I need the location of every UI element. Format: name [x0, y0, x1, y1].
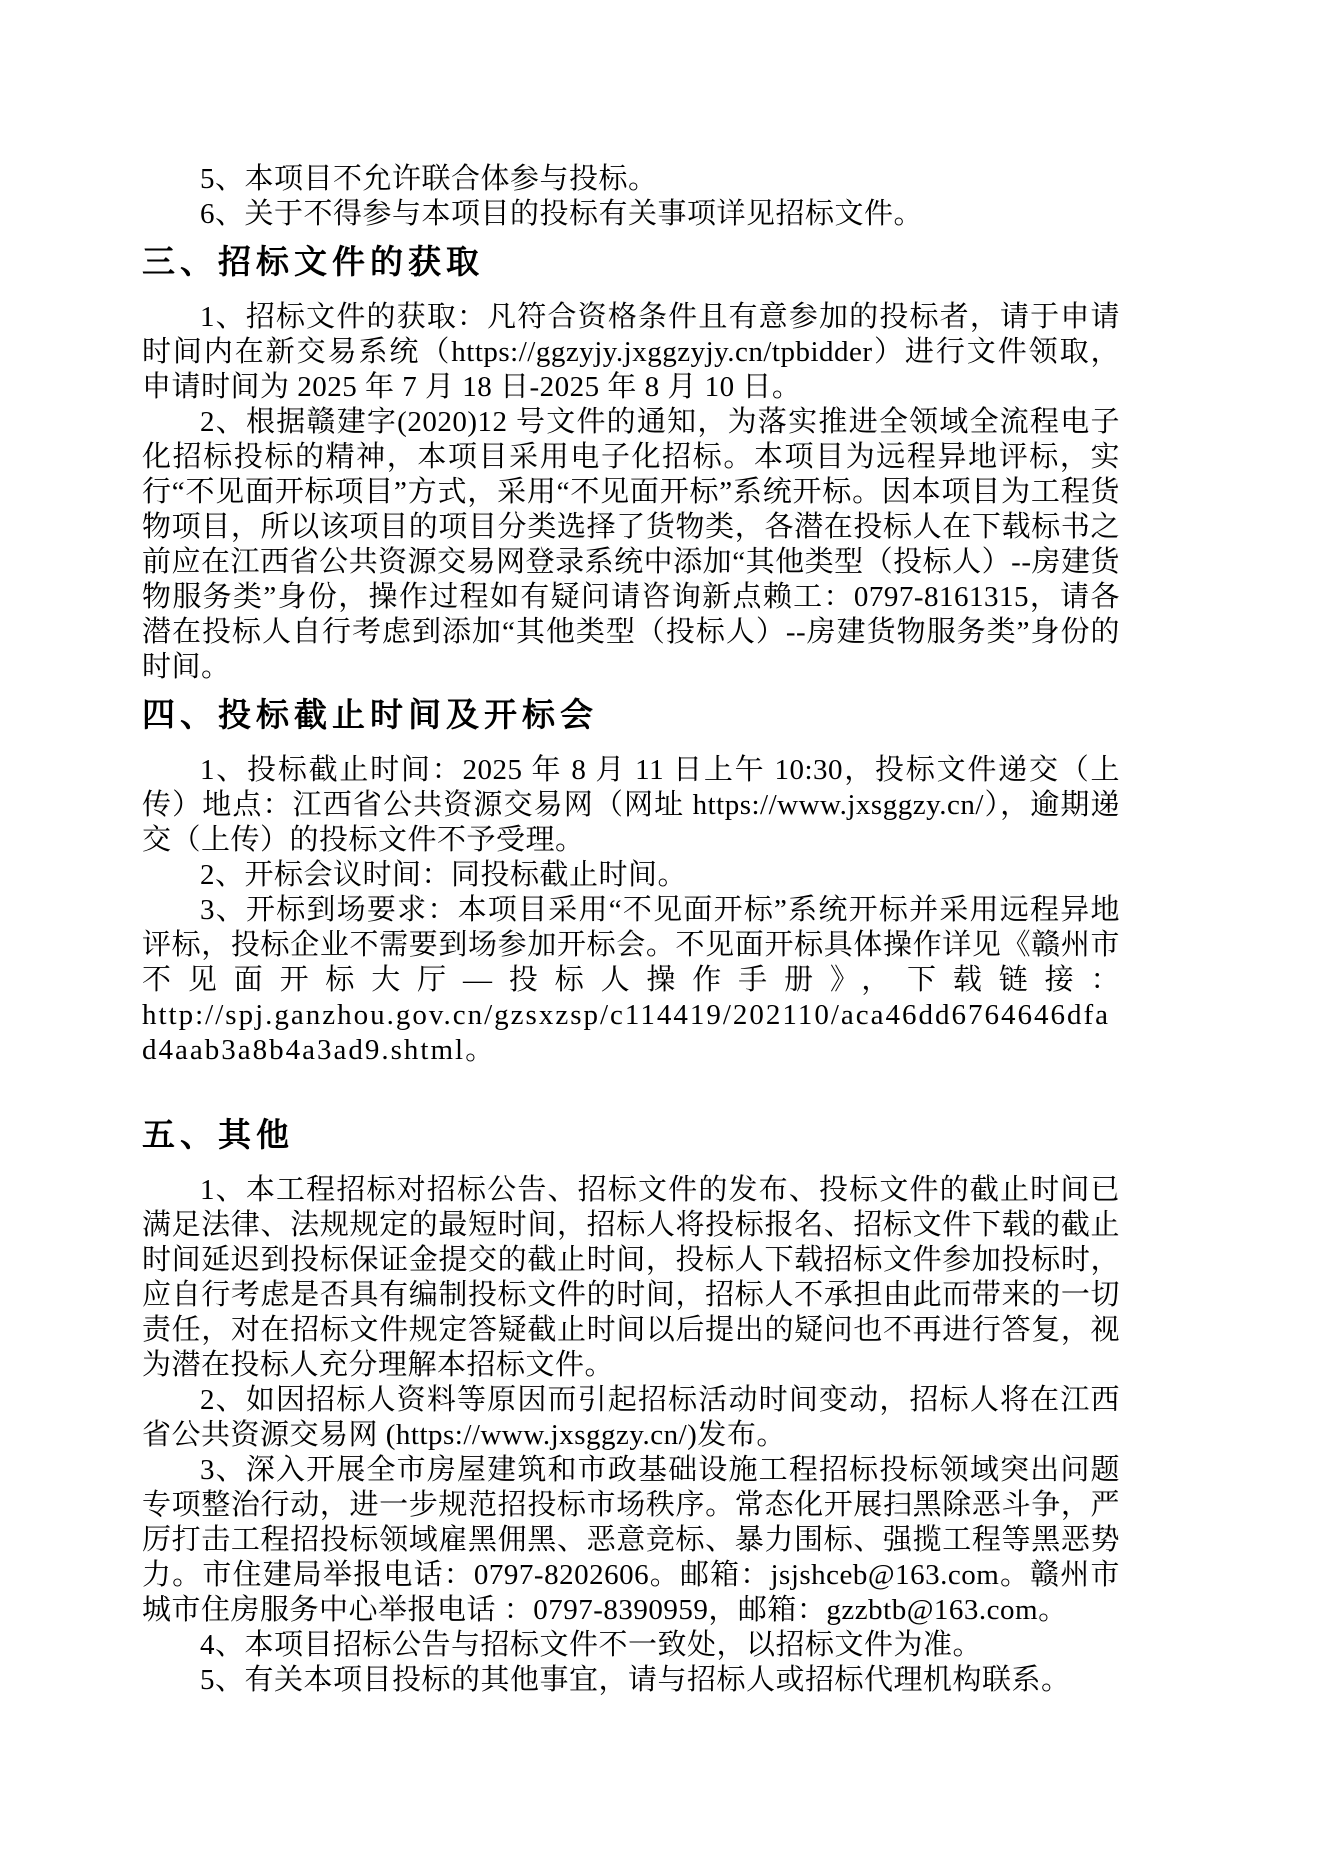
- paragraph: 5、有关本项目投标的其他事宜，请与招标人或招标代理机构联系。: [200, 1664, 1071, 1696]
- intro-list-item: 5、本项目不允许联合体参与投标。: [200, 163, 658, 195]
- paragraph: 1、招标文件的获取：凡符合资格条件且有意参加的投标者，请于申请时间内在新交易系统（https://ggzyjy.jxggzyjy.cn/tpbidder）进行文件领取，申请时间为 2025 年 7 月 18 日-2025 年 8 月 10 日。: [142, 301, 1120, 403]
- intro-list-item: 6、关于不得参与本项目的投标有关事项详见招标文件。: [200, 198, 924, 230]
- paragraph: 2、开标会议时间：同投标截止时间。: [200, 859, 688, 891]
- document-content: [142, 162, 1120, 1698]
- paragraph: 2、根据赣建字(2020)12 号文件的通知，为落实推进全领域全流程电子化招标投标的精神，本项目采用电子化招标。本项目为远程异地评标，实行“不见面开标项目”方式，采用“不见面开标”系统开标。因本项目为工程货物项目，所以该项目的项目分类选择了货物类，各潜在投标人在下载标书之前应在江西省公共资源交易网登录系统中添加“其他类型（投标人）--房建货物服务类”身份，操作过程如有疑问请咨询新点赖工：0797-8161315，请各潜在投标人自行考虑到添加“其他类型（投标人）--房建货物服务类”身份的时间。: [142, 406, 1120, 683]
- section-heading-other: 五、其他: [142, 1116, 294, 1153]
- paragraph: 3、深入开展全市房屋建筑和市政基础设施工程招标投标领域突出问题专项整治行动，进一步规范招投标市场秩序。常态化开展扫黑除恶斗争，严厉打击工程招投标领域雇黑佣黑、恶意竞标、暴力围标、强揽工程等黑恶势力。市住建局举报电话：0797-8202606。邮箱：jsjshceb@163.com。赣州市城市住房服务中心举报电话 ：0797-8390959，邮箱：gzzbtb@163.com。: [142, 1454, 1120, 1626]
- paragraph: 2、如因招标人资料等原因而引起招标活动时间变动，招标人将在江西省公共资源交易网 (https://www.jxsggzy.cn/)发布。: [142, 1384, 1120, 1451]
- section-heading-obtaining-documents: 三、招标文件的获取: [142, 243, 484, 280]
- paragraph: 4、本项目招标公告与招标文件不一致处，以招标文件为准。: [200, 1629, 983, 1661]
- paragraph: 1、投标截止时间：2025 年 8 月 11 日上午 10:30，投标文件递交（上传）地点：江西省公共资源交易网（网址 https://www.jxsggzy.cn/），逾期递交（上传）的投标文件不予受理。: [142, 754, 1120, 856]
- section-heading-bid-deadline: 四、投标截止时间及开标会: [142, 696, 598, 733]
- paragraph: 1、本工程招标对招标公告、招标文件的发布、投标文件的截止时间已满足法律、法规规定的最短时间，招标人将投标报名、招标文件下载的截止时间延迟到投标保证金提交的截止时间，投标人下载招标文件参加投标时，应自行考虑是否具有编制投标文件的时间，招标人不承担由此而带来的一切责任，对在招标文件规定答疑截止时间以后提出的疑问也不再进行答复，视为潜在投标人充分理解本招标文件。: [142, 1174, 1120, 1381]
- paragraph: 3、开标到场要求：本项目采用“不见面开标”系统开标并采用远程异地评标，投标企业不需要到场参加开标会。不见面开标具体操作详见《赣州市不见面开标大厅—投标人操作手册》，下载链接：: [142, 894, 1120, 996]
- manual-download-url: http://spj.ganzhou.gov.cn/gzsxzsp/c114419/202110/aca46dd6764646dfad4aab3a8b4a3ad9.shtml。: [142, 999, 1111, 1066]
